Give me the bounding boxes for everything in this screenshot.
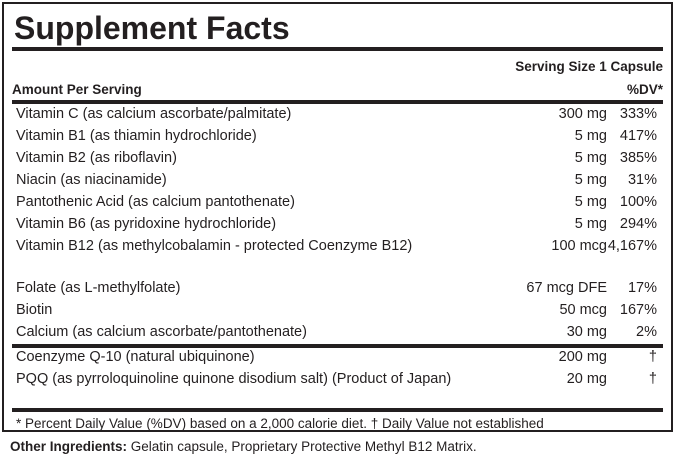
title-divider	[12, 47, 663, 51]
nutrient-name: Pantothenic Acid (as calcium pantothenate)	[16, 194, 295, 210]
nutrient-name: PQQ (as pyrroloquinoline quinone disodium salt) (Product of Japan)	[16, 371, 452, 387]
nutrient-dv: 167%	[619, 302, 657, 318]
nutrient-name: Coenzyme Q-10 (natural ubiquinone)	[16, 349, 255, 365]
nutrient-name: Folate (as L-methylfolate)	[16, 280, 181, 296]
nutrient-name: Calcium (as calcium ascorbate/pantothenate)	[16, 324, 307, 340]
nutrient-amount: 5 mg	[574, 194, 607, 210]
nutrient-dv: 333%	[619, 106, 657, 122]
nutrient-name: Vitamin B6 (as pyridoxine hydrochloride)	[16, 216, 277, 232]
nutrient-dv: †	[648, 371, 657, 387]
nutrient-dv: 385%	[619, 150, 657, 166]
dv-footnote: * Percent Daily Value (%DV) based on a 2,000 calorie diet. † Daily Value not established	[16, 416, 544, 431]
nutrient-amount: 100 mcg	[551, 238, 607, 254]
dv-header: %DV*	[626, 82, 663, 97]
nutrient-dv: 17%	[627, 280, 657, 296]
nutrient-amount: 5 mg	[574, 216, 607, 232]
footnote-divider	[12, 408, 663, 412]
nutrient-amount: 50 mcg	[559, 302, 607, 318]
nutrient-amount: 5 mg	[574, 172, 607, 188]
other-ingredients-label: Other Ingredients:	[10, 439, 128, 454]
nutrient-amount: 20 mg	[566, 371, 607, 387]
nutrient-amount: 200 mg	[558, 349, 607, 365]
nutrient-amount: 300 mg	[558, 106, 607, 122]
nutrient-name: Vitamin C (as calcium ascorbate/palmitate)	[16, 106, 292, 122]
nutrient-amount: 5 mg	[574, 128, 607, 144]
section-divider	[12, 344, 663, 348]
nutrient-dv: 31%	[627, 172, 657, 188]
serving-size: Serving Size 1 Capsule	[515, 59, 663, 74]
header-divider	[12, 100, 663, 104]
nutrient-dv: †	[648, 349, 657, 365]
nutrient-amount: 5 mg	[574, 150, 607, 166]
nutrient-dv: 100%	[619, 194, 657, 210]
nutrient-name: Vitamin B12 (as methylcobalamin - protected Coenzyme B12)	[16, 238, 413, 254]
nutrient-name: Biotin	[16, 302, 53, 318]
other-ingredients	[10, 439, 477, 455]
nutrient-dv: 294%	[619, 216, 657, 232]
panel-title: Supplement Facts	[14, 10, 290, 46]
nutrient-name: Vitamin B2 (as riboflavin)	[16, 150, 177, 166]
nutrient-dv: 417%	[619, 128, 657, 144]
nutrient-dv: 2%	[636, 324, 657, 340]
amount-per-serving-header: Amount Per Serving	[12, 82, 142, 97]
other-ingredients-text: Gelatin capsule, Proprietary Protective Methyl B12 Matrix.	[127, 439, 477, 454]
nutrient-name: Niacin (as niacinamide)	[16, 172, 167, 188]
supplement-facts-panel	[2, 2, 673, 432]
nutrient-name: Vitamin B1 (as thiamin hydrochloride)	[16, 128, 257, 144]
nutrient-amount: 67 mcg DFE	[526, 280, 607, 296]
nutrient-amount: 30 mg	[566, 324, 607, 340]
nutrient-dv: 4,167%	[607, 238, 657, 254]
